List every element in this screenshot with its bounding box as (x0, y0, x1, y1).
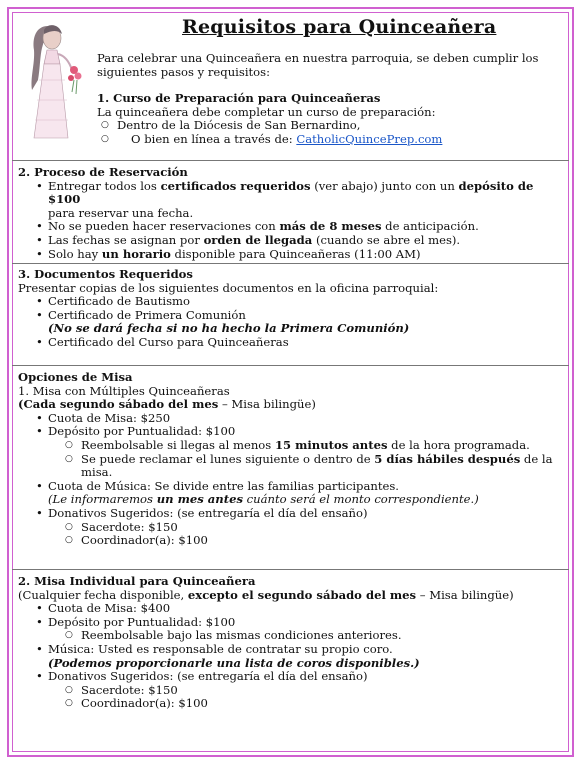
reservation-heading: 2. Proceso de Reservación (18, 165, 188, 179)
list-item: • Cuota de Misa: $250 (48, 412, 566, 426)
text: – Misa bilingüe) (218, 397, 316, 412)
text: Depósito por Puntualidad: $100 (48, 614, 236, 629)
text: de la (520, 451, 553, 466)
text: (ver abajo) junto con un (310, 178, 459, 193)
text-bold: 5 días hábiles después (374, 451, 521, 466)
list-item: ○ Coordinador(a): $100 (81, 534, 566, 548)
text: misa. (81, 465, 113, 480)
mass-options-section (18, 371, 566, 548)
text: Depósito por Puntualidad: $100 (48, 424, 236, 439)
text: – Misa bilingüe) (416, 587, 514, 602)
mass2-subtitle (18, 589, 566, 603)
list-item: ○ Sacerdote: $150 (81, 521, 566, 535)
mass2-section (18, 575, 566, 711)
text: de anticipación. (381, 219, 479, 234)
text-bold: (Cada segundo sábado del mes (18, 397, 219, 412)
text: para reservar una fecha. (48, 205, 194, 220)
step1-text: La quinceañera debe completar un curso de preparación: (97, 104, 436, 119)
divider (12, 569, 569, 570)
text: Reembolsable si llegas al menos (81, 437, 275, 452)
text: Certificado de Primera Comunión (48, 307, 246, 322)
list-item (81, 439, 566, 453)
list-item (48, 180, 566, 221)
communion-note: (No se dará fecha si no ha hecho la Primera Comunión) (48, 321, 410, 336)
text: disponible para Quinceañeras (11:00 AM) (170, 246, 421, 261)
list-item (48, 234, 566, 248)
text: Música: Usted es responsable de contratar su propio coro. (48, 641, 393, 656)
list-item: ○ Reembolsable bajo las mismas condiciones anteriores. (81, 629, 566, 643)
text: Donativos Sugeridos: (se entregaría el día del ensaño) (48, 505, 368, 520)
list-item (48, 616, 566, 643)
step1-heading: 1. Curso de Preparación para Quinceañeras (97, 91, 381, 106)
choir-note: (Podemos proporcionarle una lista de coros disponibles.) (48, 655, 420, 670)
text-italic: cuánto será el monto correspondiente.) (243, 492, 479, 507)
text-bold: orden de llegada (203, 232, 313, 247)
list-item (81, 453, 566, 480)
mass1-title: 1. Misa con Múltiples Quinceañeras (18, 383, 230, 398)
list-item (48, 220, 566, 234)
text: (Cualquier fecha disponible, (18, 587, 188, 602)
list-item (48, 309, 566, 336)
mass2-title: 2. Misa Individual para Quinceañera (18, 574, 256, 588)
mass1-subtitle (18, 398, 566, 412)
text: Cuota de Música: Se divide entre las familias participantes. (48, 478, 399, 493)
text: Entregar todos los (48, 178, 161, 193)
text-bold: 15 minutos antes (274, 437, 388, 452)
quinceanera-illustration (22, 20, 84, 144)
list-item (48, 507, 566, 548)
mass-options-heading: Opciones de Misa (18, 370, 133, 384)
text: Se puede reclamar el lunes siguiente o dentro de (81, 451, 375, 466)
catholicquinceprep-link[interactable]: CatholicQuincePrep.com (296, 131, 443, 146)
list-item: • Certificado de Bautismo (48, 295, 566, 309)
reservation-section (18, 166, 566, 261)
text: No se pueden hacer reservaciones con (48, 219, 280, 234)
text: Donativos Sugeridos: (se entregaría el día del ensaño) (48, 669, 368, 684)
list-item: ○ Coordinador(a): $100 (81, 697, 566, 711)
text-bold: más de 8 meses (279, 219, 382, 234)
text-bold: depósito de $100 (48, 178, 534, 207)
documents-text: Presentar copias de los siguientes documentos en la oficina parroquial: (18, 280, 439, 295)
list-item: • Cuota de Misa: $400 (48, 602, 566, 616)
text: de la hora programada. (387, 437, 530, 452)
text: Solo hay (48, 246, 102, 261)
text: Las fechas se asignan por (48, 232, 204, 247)
step1-option-diocese: ○ Dentro de la Diócesis de San Bernardino, (117, 119, 562, 133)
text: (cuando se abre el mes). (312, 232, 461, 247)
intro-text: Para celebrar una Quinceañera en nuestra parroquia, se deben cumplir los siguientes pasos y requisitos: (97, 51, 539, 79)
step1-option-online (117, 133, 562, 147)
documents-section (18, 268, 566, 350)
list-item: ○ Sacerdote: $150 (81, 684, 566, 698)
intro-block (97, 52, 562, 147)
step1-online-text: O bien en línea a través de: (131, 131, 297, 146)
divider (12, 365, 569, 366)
page-title: Requisitos para Quinceañera (182, 16, 497, 38)
text-bold: un horario (101, 246, 171, 261)
list-item (48, 643, 566, 670)
text-italic: (Le informaremos (48, 492, 157, 507)
divider (12, 263, 569, 264)
list-item: • Certificado del Curso para Quinceañeras (48, 336, 566, 350)
list-item (48, 670, 566, 711)
list-item (48, 480, 566, 507)
text-bold: excepto el segundo sábado del mes (187, 587, 417, 602)
divider (12, 160, 569, 161)
text-bold-italic: un mes antes (156, 492, 243, 507)
list-item (48, 425, 566, 479)
documents-heading: 3. Documentos Requeridos (18, 267, 193, 281)
text-bold: certificados requeridos (160, 178, 311, 193)
list-item (48, 248, 566, 262)
